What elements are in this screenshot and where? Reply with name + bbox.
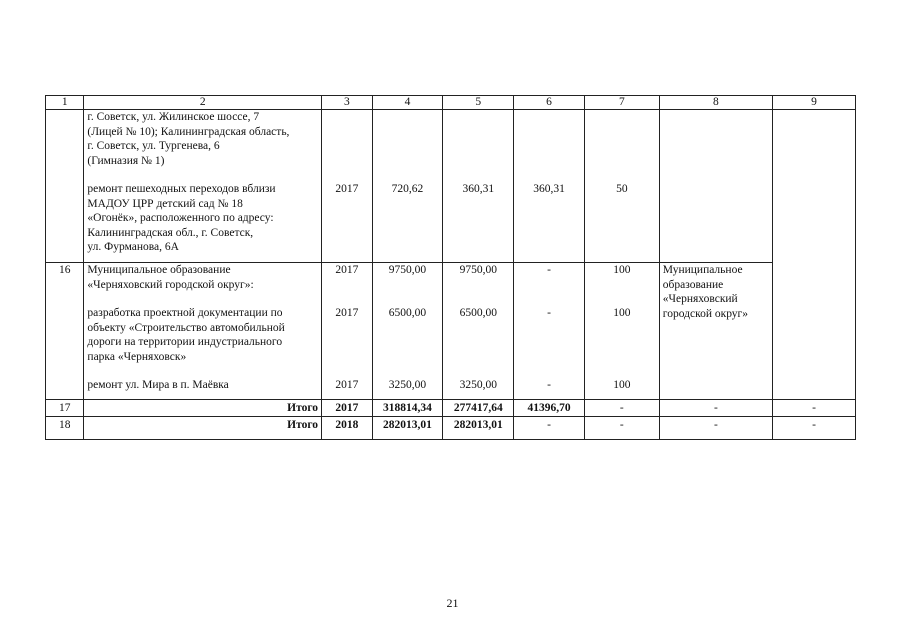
text-line: (Лицей № 10); Калининградская область, [87, 125, 290, 138]
header-cell: 5 [443, 96, 514, 110]
header-cell: 2 [84, 96, 322, 110]
table-row-17 [46, 400, 856, 417]
col5-value: 360,31 [462, 183, 495, 195]
header-cell: 6 [514, 96, 585, 110]
col4-cell: 318814,34 [372, 400, 443, 417]
header-row [46, 96, 856, 110]
col8-cell: - [659, 400, 772, 417]
row-number-cell: 18 [46, 417, 84, 440]
text-line: Муниципальное [662, 264, 743, 276]
text-line: образование [662, 278, 724, 291]
text-line: ремонт пешеходных переходов вблизи [87, 183, 276, 195]
text-line: объекту «Строительство автомобильной [87, 321, 285, 334]
col4-value: 3250,00 [388, 379, 427, 391]
col4-value: 9750,00 [388, 264, 427, 276]
year-value: 2017 [335, 379, 359, 391]
text-line: ул. Фурманова, 6А [87, 241, 179, 253]
col6-cell [514, 110, 585, 263]
col8-cell: - [659, 417, 772, 440]
row-number-cell: 16 [46, 263, 84, 400]
col5-cell [443, 110, 514, 263]
year-value: 2017 [335, 264, 359, 276]
col7-cell [584, 263, 659, 400]
header-cell: 8 [659, 96, 772, 110]
col4-cell [372, 263, 443, 400]
page-number: 21 [446, 596, 459, 610]
text-line: дороги на территории индустриального [87, 336, 283, 348]
col6-cell: 41396,70 [514, 400, 585, 417]
table-row-18 [46, 417, 856, 440]
col4-value: 720,62 [391, 183, 424, 195]
col5-cell: 282013,01 [443, 417, 514, 440]
text-line: г. Советск, ул. Тургенева, 6 [87, 140, 220, 152]
col7-cell: - [584, 400, 659, 417]
col9-cell: - [773, 400, 856, 417]
col6-value: - [547, 264, 551, 276]
description-cell [84, 110, 322, 263]
col6-value: - [547, 379, 551, 391]
text-line: парка «Черняховск» [87, 350, 187, 363]
col5-value: 6500,00 [459, 306, 497, 319]
year-cell [322, 110, 373, 263]
col7-value: 50 [616, 183, 628, 195]
col7-cell [584, 110, 659, 263]
year-cell: 2017 [322, 400, 373, 417]
col6-value: 360,31 [533, 183, 565, 195]
col4-cell: 282013,01 [372, 417, 443, 440]
col5-value: 3250,00 [459, 379, 497, 391]
header-cell: 4 [372, 96, 443, 110]
col4-value: 6500,00 [388, 306, 427, 319]
text-line: городской округ» [662, 307, 749, 320]
text-line: Калининградская обл., г. Советск, [87, 226, 254, 239]
row-number-cell [46, 110, 84, 263]
col9-cell: - [773, 417, 856, 440]
row-number-cell: 17 [46, 400, 84, 417]
col6-value: - [547, 306, 551, 319]
total-label: Итого [84, 417, 322, 440]
header-cell: 3 [322, 96, 373, 110]
col4-cell [372, 110, 443, 263]
text-line: «Черняховский [662, 293, 738, 305]
text-line: г. Советск, ул. Жилинское шоссе, 7 [87, 111, 260, 123]
col7-cell: - [584, 417, 659, 440]
year-cell: 2018 [322, 417, 373, 440]
col6-cell: - [514, 417, 585, 440]
text-line: МАДОУ ЦРР детский сад № 18 [87, 197, 243, 210]
col5-value: 9750,00 [459, 264, 497, 276]
text-line: Муниципальное образование [87, 264, 231, 276]
year-cell [322, 263, 373, 400]
col5-cell: 277417,64 [443, 400, 514, 417]
responsible-cell [659, 263, 772, 400]
col9-cell [773, 263, 856, 400]
col6-cell [514, 263, 585, 400]
col8-cell [659, 110, 772, 263]
year-value: 2017 [335, 306, 359, 319]
text-line: разработка проектной документации по [87, 307, 283, 319]
table-row-16 [46, 263, 856, 400]
col7-value: 100 [613, 379, 631, 391]
header-cell: 9 [773, 96, 856, 110]
col9-cell [773, 110, 856, 263]
header-cell: 1 [46, 96, 84, 110]
col7-value: 100 [613, 264, 631, 276]
description-cell [84, 263, 322, 400]
header-cell: 7 [584, 96, 659, 110]
table-row-continuation [46, 110, 856, 263]
col7-value: 100 [613, 306, 631, 319]
text-line: «Черняховский городской округ»: [87, 278, 254, 291]
text-line: (Гимназия № 1) [87, 154, 165, 167]
text-line: ремонт ул. Мира в п. Маёвка [87, 379, 229, 391]
budget-table [45, 95, 856, 440]
total-label: Итого [84, 400, 322, 417]
col5-cell [443, 263, 514, 400]
text-line: «Огонёк», расположенного по адресу: [87, 212, 274, 224]
year-value: 2017 [335, 183, 359, 195]
